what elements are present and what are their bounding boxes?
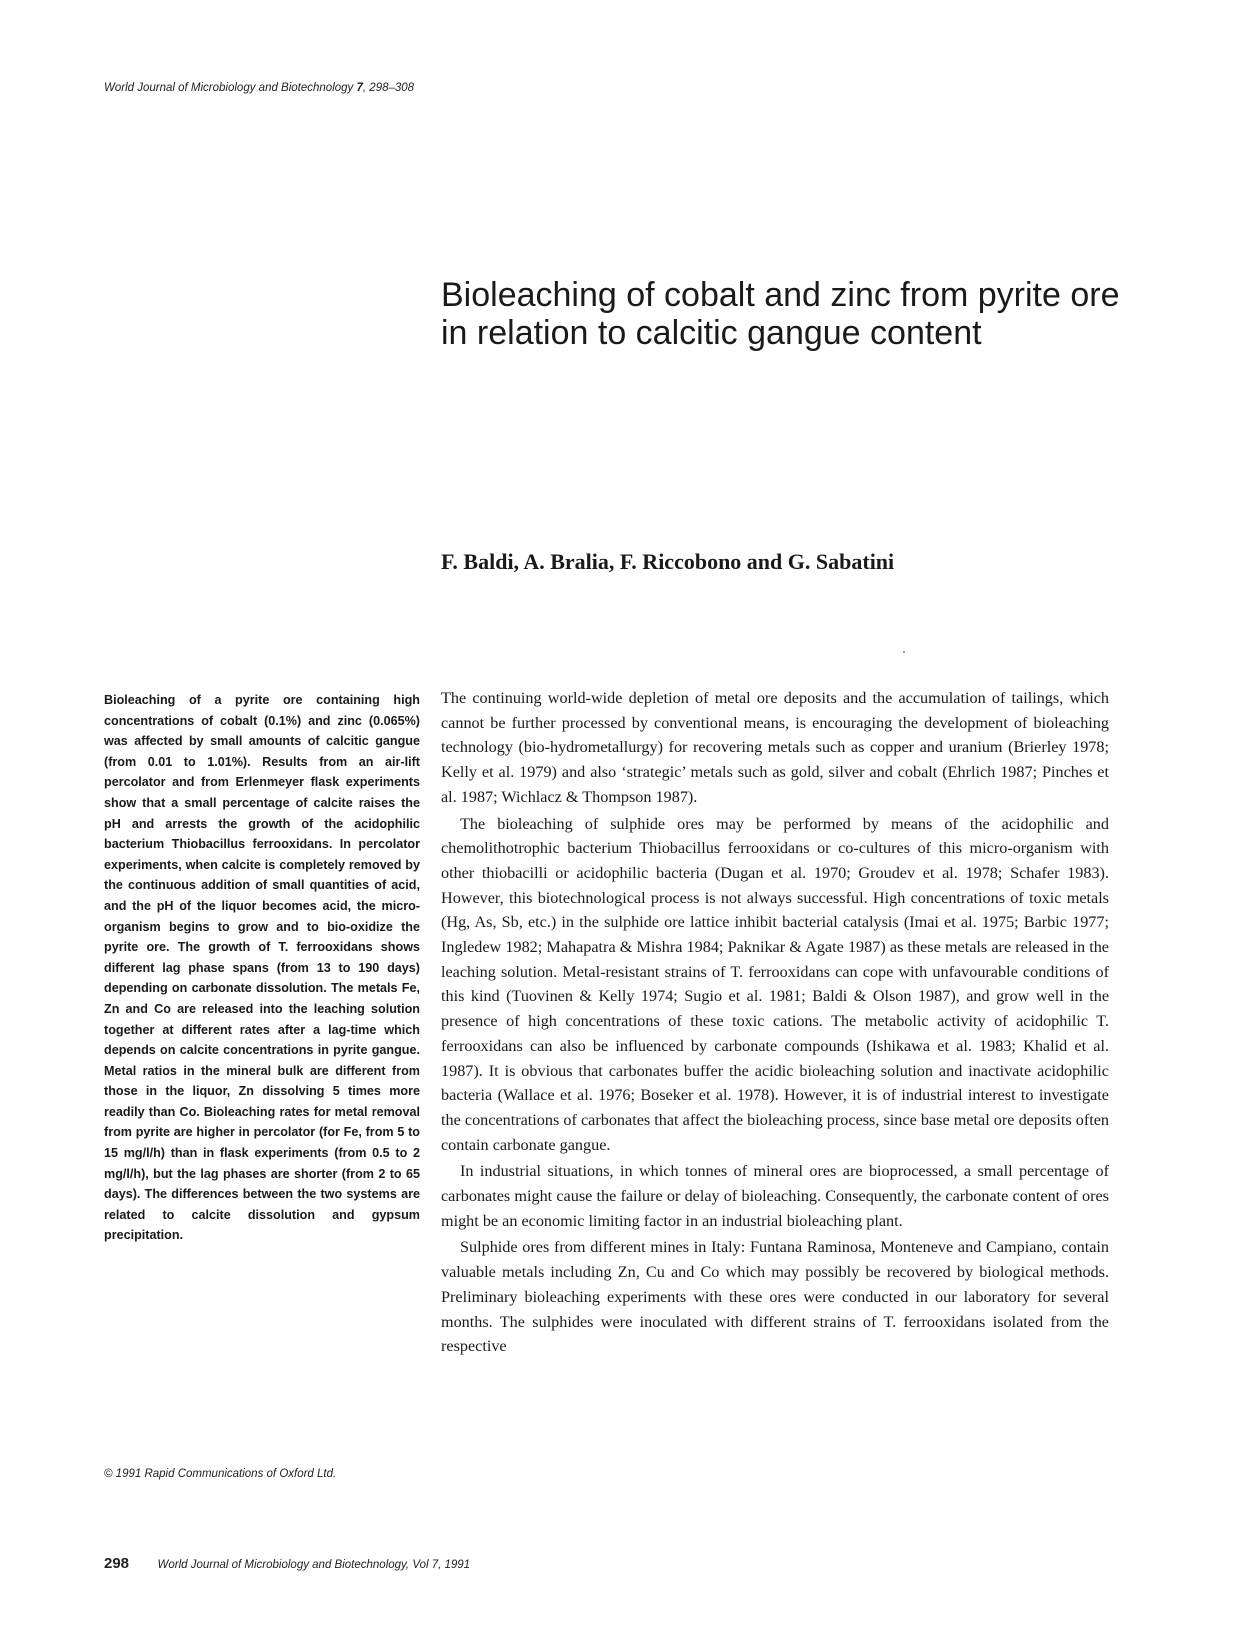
- body-paragraph: The continuing world-wide depletion of metal ore deposits and the accumulation of tailings, which cannot be further processed by conventional means, is encouraging the development of bioleaching technology (bio-hydrometallurgy) for recovering metals such as copper and uranium (Brierley 1978; Kelly et al. 1979) and also ‘strategic’ metals such as gold, silver and cobalt (Ehrlich 1987; Pinches et al. 1987; Wichlacz & Thompson 1987).: [441, 689, 1109, 806]
- body-paragraph: In industrial situations, in which tonnes of mineral ores are bioprocessed, a small percentage of carbonates might cause the failure or delay of bioleaching. Consequently, the carbonate content of ores might be an economic limiting factor in an industrial bioleaching plant.: [441, 1162, 1109, 1230]
- running-head-pages: , 298–308: [362, 82, 415, 94]
- body-text: [441, 686, 1109, 1359]
- article-title: Bioleaching of cobalt and zinc from pyrite ore in relation to calcitic gangue content: [441, 276, 1120, 352]
- abstract: Bioleaching of a pyrite ore containing high concentrations of cobalt (0.1%) and zinc (0.065%) was affected by small amounts of calcitic gangue (from 0.01 to 1.01%). Results from an air-lift percolator and from Erlenmeyer flask experiments show that a small percentage of calcite raises the pH and arrests the growth of the acidophilic bacterium Thiobacillus ferrooxidans. In percolator experiments, when calcite is completely removed by the continuous addition of small quantities of acid, and the pH of the liquor becomes acid, the micro-organism begins to grow and to bio-oxidize the pyrite ore. The growth of T. ferrooxidans shows different lag phase spans (from 13 to 190 days) depending on carbonate dissolution. The metals Fe, Zn and Co are released into the leaching solution together at different rates after a lag-time which depends on calcite concentrations in pyrite gangue. Metal ratios in the mineral bulk are different from those in the liquor, Zn dissolving 5 times more readily than Co. Bioleaching rates for metal removal from pyrite are higher in percolator (for Fe, from 5 to 15 mg/l/h) than in flask experiments (from 0.5 to 2 mg/l/h), but the lag phases are shorter (from 2 to 65 days). The differences between the two systems are related to calcite dissolution and gypsum precipitation.: [104, 693, 420, 1243]
- body-paragraph: The bioleaching of sulphide ores may be performed by means of the acidophilic and chemolithotrophic bacterium Thiobacillus ferrooxidans or co-cultures of this micro-organism with other thiobacilli or acidophilic bacteria (Dugan et al. 1970; Groudev et al. 1978; Schafer 1983). However, this biotechnological process is not always successful. High concentrations of toxic metals (Hg, As, Sb, etc.) in the sulphide ore lattice inhibit bacterial catalysis (Imai et al. 1975; Barbic 1977; Ingledew 1982; Mahapatra & Mishra 1984; Paknikar & Agate 1987) as these metals are released in the leaching solution. Metal-resistant strains of T. ferrooxidans can cope with unfavourable conditions of this kind (Tuovinen & Kelly 1974; Sugio et al. 1981; Baldi & Olson 1987), and grow well in the presence of high concentrations of these toxic cations. The metabolic activity of acidophilic T. ferrooxidans can also be influenced by carbonate compounds (Ishikawa et al. 1983; Khalid et al. 1987). It is obvious that carbonates buffer the acidic bioleaching solution and inactivate acidophilic bacteria (Wallace et al. 1976; Boseker et al. 1978). However, it is of industrial interest to investigate the concentrations of carbonates that affect the bioleaching process, since base metal ore deposits often contain carbonate gangue.: [441, 814, 1109, 1154]
- copyright-notice: © 1991 Rapid Communications of Oxford Ltd.: [104, 1468, 337, 1480]
- scan-speck: [903, 651, 905, 653]
- running-head-journal: World Journal of Microbiology and Biotechnology: [104, 82, 354, 94]
- authors: F. Baldi, A. Bralia, F. Riccobono and G. Sabatini: [441, 549, 895, 574]
- footer-journal-line: World Journal of Microbiology and Biotechnology, Vol 7, 1991: [157, 1559, 471, 1571]
- running-head: [104, 82, 414, 94]
- body-paragraph: Sulphide ores from different mines in Italy: Funtana Raminosa, Monteneve and Campiano, contain valuable metals including Zn, Cu and Co which may possibly be recovered by biological methods. Preliminary bioleaching experiments with these ores were conducted in our laboratory for several months. The sulphides were inoculated with different strains of T. ferrooxidans isolated from the respective: [441, 1238, 1109, 1356]
- page-number: 298: [104, 1555, 130, 1572]
- running-head-volume: 7: [356, 82, 363, 94]
- page-footer: [104, 1555, 470, 1573]
